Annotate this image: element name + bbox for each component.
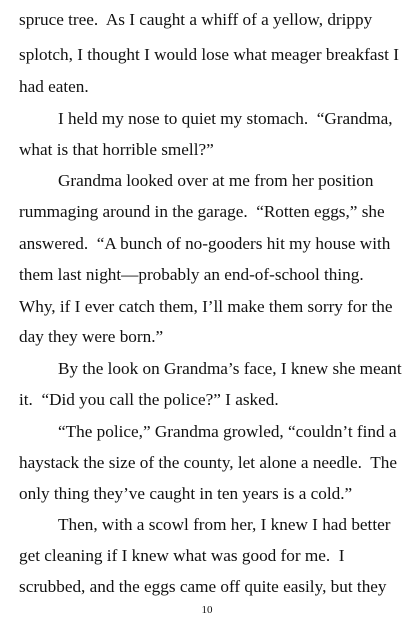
text-line: Why, if I ever catch them, I’ll make them sorry for the (19, 297, 393, 316)
text-line: haystack the size of the county, let alone a needle. The (19, 453, 397, 472)
text-line: had eaten. (19, 77, 89, 96)
text-line: day they were born.” (19, 327, 164, 346)
paragraph-first-line: Grandma looked over at me from her position (58, 171, 374, 190)
text-line: splotch, I thought I would lose what meager breakfast I (19, 45, 399, 64)
text-line: spruce tree. As I caught a whiff of a yellow, drippy (19, 10, 373, 29)
text-line: scrubbed, and the eggs came off quite easily, but they (19, 577, 387, 596)
paragraph-first-line: Then, with a scowl from her, I knew I had better (58, 515, 391, 534)
text-line: only thing they’ve caught in ten years is a cold.” (19, 484, 353, 503)
text-line: it. “Did you call the police?” I asked. (19, 390, 279, 409)
page-number: 10 (201, 604, 213, 616)
text-line: them last night—probably an end-of-school thing. (19, 265, 364, 284)
text-line: what is that horrible smell?” (19, 140, 214, 159)
text-line: answered. “A bunch of no-gooders hit my house with (19, 234, 391, 253)
paragraph-first-line: I held my nose to quiet my stomach. “Grandma, (58, 109, 393, 128)
text-line: rummaging around in the garage. “Rotten eggs,” she (19, 202, 385, 221)
text-line: get cleaning if I knew what was good for me. I (19, 546, 345, 565)
paragraph-first-line: “The police,” Grandma growled, “couldn’t find a (58, 422, 397, 441)
paragraph-first-line: By the look on Grandma’s face, I knew she meant (58, 359, 402, 378)
